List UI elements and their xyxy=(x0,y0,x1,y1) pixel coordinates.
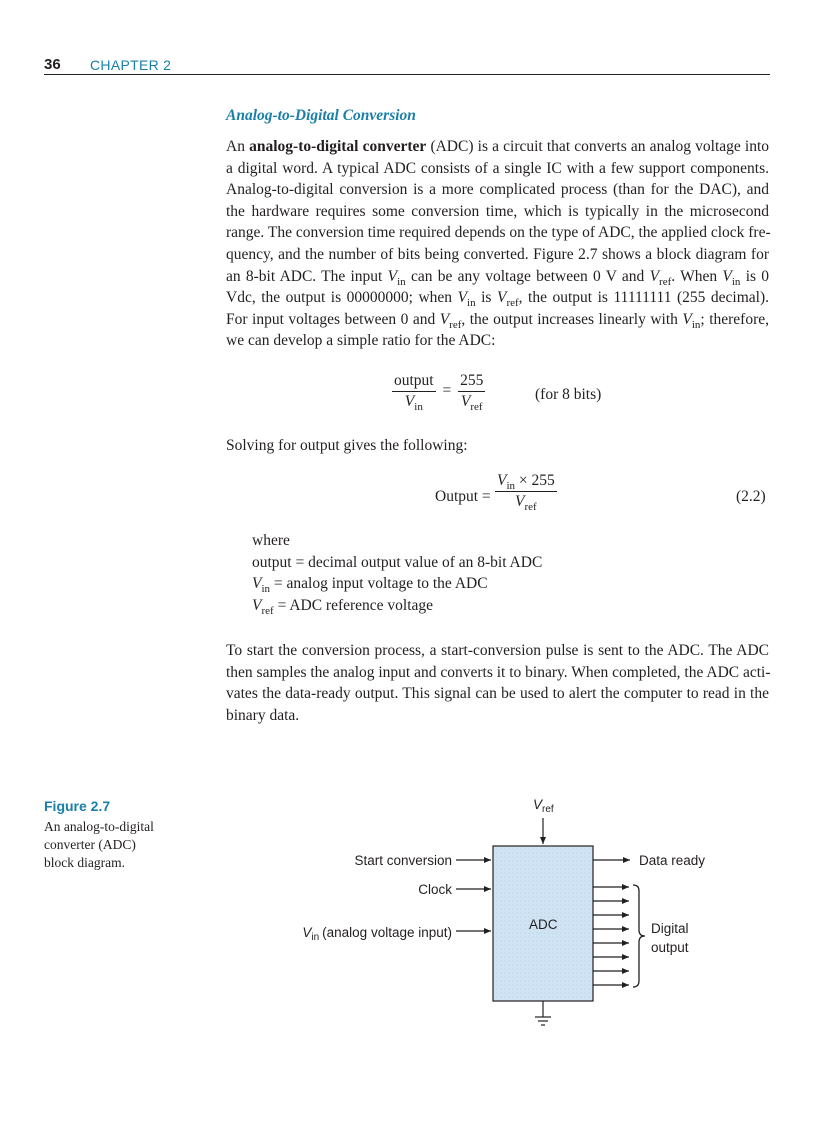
output-brace xyxy=(633,885,645,987)
clock-label: Clock xyxy=(418,882,452,897)
text-line: binary data. xyxy=(226,706,300,724)
adc-label: ADC xyxy=(529,917,558,932)
output-equation-fraction: $\frac{V_{in} \times 255}{V_{ref}}$ xyxy=(497,472,555,513)
text-line: an 8-bit ADC. The input $V_{in}$ can be any voltage between 0 V and $V_{ref}$. When $V_{in}$ is 0 xyxy=(226,267,770,288)
fraction-output-over-vin: $\frac{\text{output}}{V_{in}}$ xyxy=(394,372,434,413)
key-term: analog-to-digital converter xyxy=(249,138,427,155)
digital-label: Digital xyxy=(651,921,689,936)
equation-number: (2.2) xyxy=(736,488,766,505)
vin-input-label: $V_{in}$ (analog voltage input) xyxy=(302,925,452,943)
data-ready-label: Data ready xyxy=(639,853,706,868)
text-line: An analog-to-digital converter (ADC) is a circuit that converts an analog voltage into xyxy=(226,138,770,155)
vref-label: $V_{ref}$ xyxy=(533,797,554,815)
figure-caption: An analog-to-digital converter (ADC) block diagram. xyxy=(44,819,154,870)
text-line: For input voltages between 0 and $V_{ref}$, the output increases linearly with $V_{in}$; therefore, xyxy=(226,310,770,331)
output-equation-lhs: Output = xyxy=(435,488,491,505)
ground-icon xyxy=(535,1017,551,1025)
page-number: 36 xyxy=(44,56,61,73)
text-line: vates the data-ready output. This signal can be used to alert the computer to read in the xyxy=(226,685,769,703)
chapter-label: CHAPTER 2 xyxy=(90,57,172,73)
definition-output: output = decimal output value of an 8-bit ADC xyxy=(252,553,543,571)
text-line: a digital word. A typical ADC consists of a single IC with a few support components. xyxy=(226,159,769,177)
text-line: range. The conversion time required depends on the type of ADC, the applied clock fre- xyxy=(226,224,771,242)
text-line: Analog-to-digital conversion is a more complicated process (than for the DAC), and xyxy=(226,181,769,199)
definition-vref: $V_{ref}$ = ADC reference voltage xyxy=(252,596,434,617)
text-line: Vdc, the output is 00000000; when $V_{in}$ is $V_{ref}$, the output is 11111111 (255 decimal). xyxy=(226,289,769,310)
where-label: where xyxy=(252,532,290,549)
text-line: To start the conversion process, a start-conversion pulse is sent to the ADC. The ADC xyxy=(226,642,769,659)
start-conversion-label: Start conversion xyxy=(354,853,452,868)
definition-vin: $V_{in} = analog$ input voltage to the ADC xyxy=(252,575,488,596)
figure-label: Figure 2.7 xyxy=(44,798,111,814)
ratio-equation-note: (for 8 bits) xyxy=(535,386,602,403)
text-line: quency, and the number of bits being converted. Figure 2.7 shows a block diagram for xyxy=(226,245,769,263)
output-label: output xyxy=(651,940,689,955)
text-line: the hardware requires some conversion time, which is typically in the microsecond xyxy=(226,202,769,220)
text-line: we can develop a simple ratio for the ADC: xyxy=(226,332,496,350)
fraction-255-over-vref: $\frac{255}{V_{ref}}$ xyxy=(460,372,484,413)
ratio-equation: $\frac{\text{output}}{V_{in}}$ = $\frac{255}{V_{ref}}$ xyxy=(394,372,484,413)
section-title: Analog-to-Digital Conversion xyxy=(226,107,416,124)
text-line: then samples the analog input and converts it to binary. When completed, the ADC acti- xyxy=(226,663,771,681)
solving-text: Solving for output gives the following: xyxy=(226,437,468,454)
